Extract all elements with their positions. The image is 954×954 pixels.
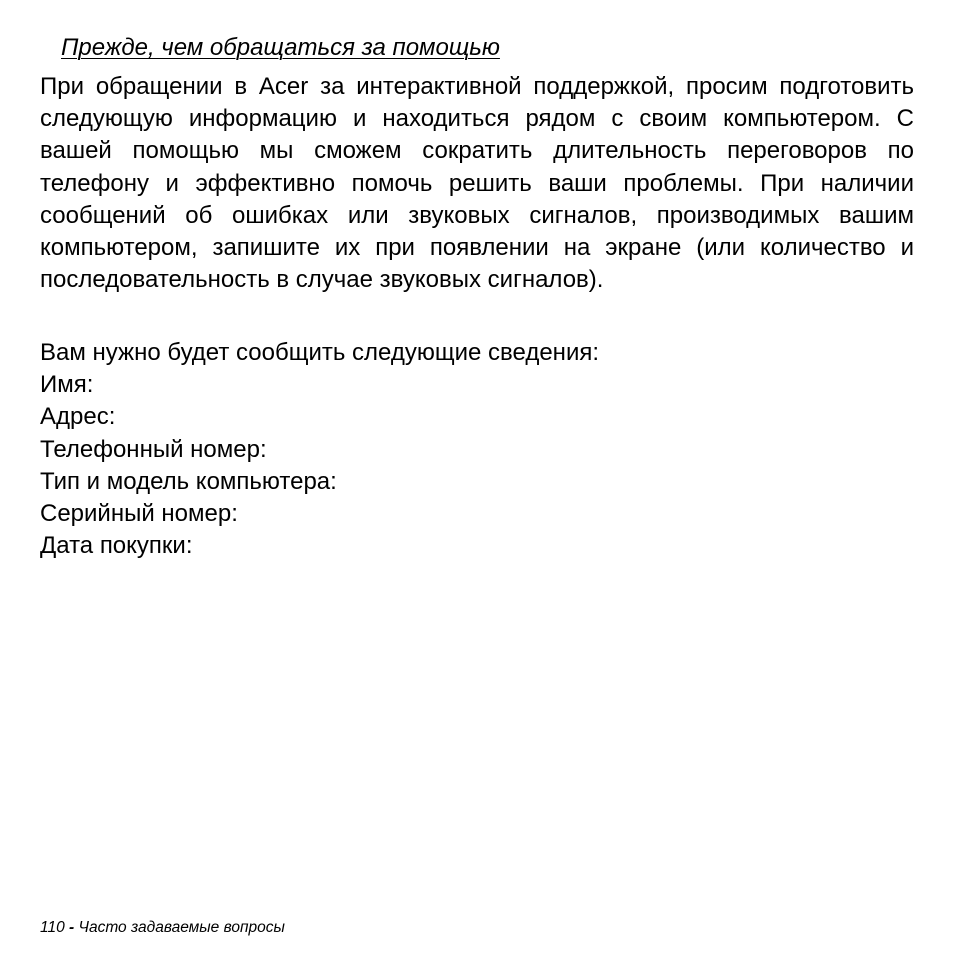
section-heading: Прежде, чем обращаться за помощью: [61, 34, 500, 61]
field-address-label: Адрес:: [40, 403, 116, 431]
field-phone-label: Телефонный номер:: [40, 435, 267, 463]
document-page: [40, 0, 914, 954]
field-purchase-date-label: Дата покупки:: [40, 532, 193, 560]
page-footer: [40, 918, 285, 938]
chapter-title: Часто задаваемые вопросы: [78, 919, 285, 936]
field-computer-model-label: Тип и модель компьютера:: [40, 467, 337, 495]
field-name-label: Имя:: [40, 371, 94, 399]
field-serial-number-label: Серийный номер:: [40, 500, 238, 528]
intro-paragraph: При обращении в Acer за интерактивной поддержкой, просим подготовить следующую информацию и находиться рядом с своим компьютером. С вашей помощью мы сможем сократить длительность переговоров по телефону и эффективно помочь решить ваши проблемы. При наличии сообщений об ошибках или звуковых сигналов, производимых вашим компьютером, запишите их при появлении на экране (или количество и последовательность в случае звуковых сигналов).: [40, 73, 914, 294]
required-info-list: [40, 337, 914, 562]
page-number: 110: [40, 919, 65, 936]
footer-separator: -: [69, 919, 75, 936]
required-info-intro: Вам нужно будет сообщить следующие сведения:: [40, 339, 600, 366]
